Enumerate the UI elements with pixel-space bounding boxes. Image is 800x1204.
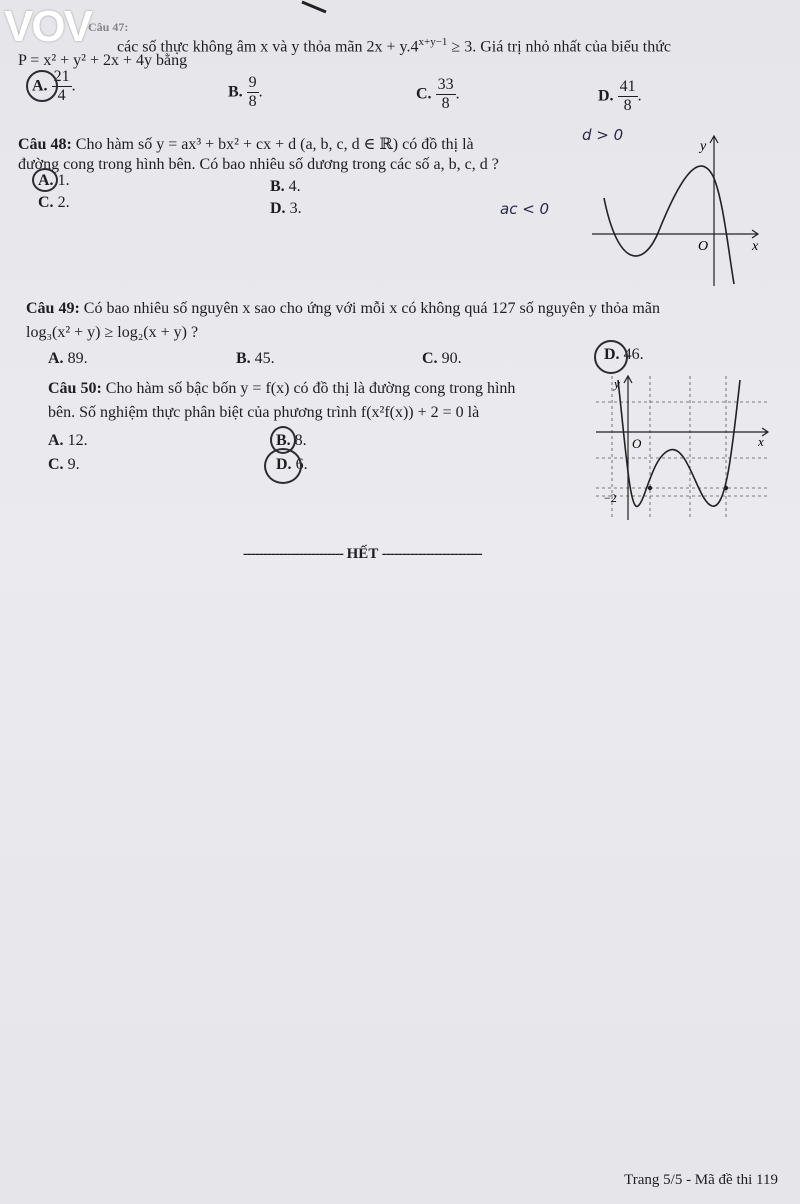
q47-option-d[interactable]: D. $\frac{41}{8}$ .: [598, 78, 642, 115]
q49-line1: Câu 49: Có bao nhiêu số nguyên x sao cho ứng với mỗi x có không quá 127 số nguyên y thỏa mãn: [26, 300, 660, 317]
q50-option-b[interactable]: B. 8.: [276, 432, 307, 449]
q49-option-d[interactable]: D. 46.: [604, 346, 644, 363]
q50-option-a[interactable]: A. 12.: [48, 432, 88, 449]
q50-origin-label: O: [632, 436, 642, 451]
q50-y-label: y: [614, 376, 620, 391]
q47-line2: P = x² + y² + 2x + 4y bằng: [18, 52, 188, 69]
q48-cubic-graph: [588, 128, 768, 288]
q47-option-b[interactable]: B. $\frac{9}{8}$ .: [228, 74, 263, 111]
q48-line2: đường cong trong hình bên. Có bao nhiêu số dương trong các số a, b, c, d ?: [18, 156, 499, 173]
q48-option-b[interactable]: B. 4.: [270, 178, 301, 195]
q47-line1: các số thực không âm x và y thỏa mãn $2x + y.4^{x+y-1} \ge 3$. Giá trị nhỏ nhất của biểu thức: [117, 36, 672, 56]
q50-x-label: x: [758, 434, 764, 449]
q48-option-c[interactable]: C. 2.: [38, 194, 70, 211]
q50-line1: Câu 50: Cho hàm số bậc bốn y = f(x) có đồ thị là đường cong trong hình: [48, 380, 516, 397]
q50-min-label: −2: [604, 491, 617, 505]
q48-option-d[interactable]: D. 3.: [270, 200, 302, 217]
q49-answer-circle: [594, 340, 628, 374]
q49-option-c[interactable]: C. 90.: [422, 350, 462, 367]
q48-y-label: y: [700, 139, 707, 154]
q48-x-label: x: [752, 239, 759, 254]
page-footer: Trang 5/5 - Mã đề thi 119: [624, 1172, 778, 1188]
q48-line1: Câu 48: Cho hàm số y = ax³ + bx² + cx + d (a, b, c, d ∈ ℝ) có đồ thị là: [18, 136, 474, 153]
q49-line2: log₃(x² + y) ≥ log₂(x + y) ?: [26, 324, 199, 341]
q50-answer-circle: [264, 448, 302, 484]
q47-option-c[interactable]: C. $\frac{33}{8}$ .: [416, 76, 460, 113]
q50-option-d[interactable]: D. 6.: [276, 456, 308, 473]
q47-option-a[interactable]: A. $\frac{21}{4}$ .: [32, 68, 76, 105]
q47-answer-circle: [26, 70, 58, 102]
q48-handwritten-note-d: d > 0: [582, 126, 624, 144]
q49-option-b[interactable]: B. 45.: [236, 350, 275, 367]
q50-quartic-graph: [590, 372, 775, 522]
q49-option-a[interactable]: A. 89.: [48, 350, 88, 367]
q47-head-cropped: Câu 47:: [88, 20, 129, 34]
pen-mark: [300, 0, 330, 14]
q50-option-c[interactable]: C. 9.: [48, 456, 80, 473]
vov-watermark-logo: VOV: [4, 2, 91, 51]
q50-line2: bên. Số nghiệm thực phân biệt của phương trình f(x²f(x)) + 2 = 0 là: [48, 404, 480, 421]
q48-handwritten-note-ac: ac < 0: [500, 200, 550, 218]
q48-origin-label: O: [698, 239, 709, 254]
end-marker: ------------------------- HẾT -------------------------: [243, 546, 482, 562]
q48-option-a[interactable]: A. 1.: [38, 172, 70, 189]
q48-answer-circle: [32, 168, 58, 192]
